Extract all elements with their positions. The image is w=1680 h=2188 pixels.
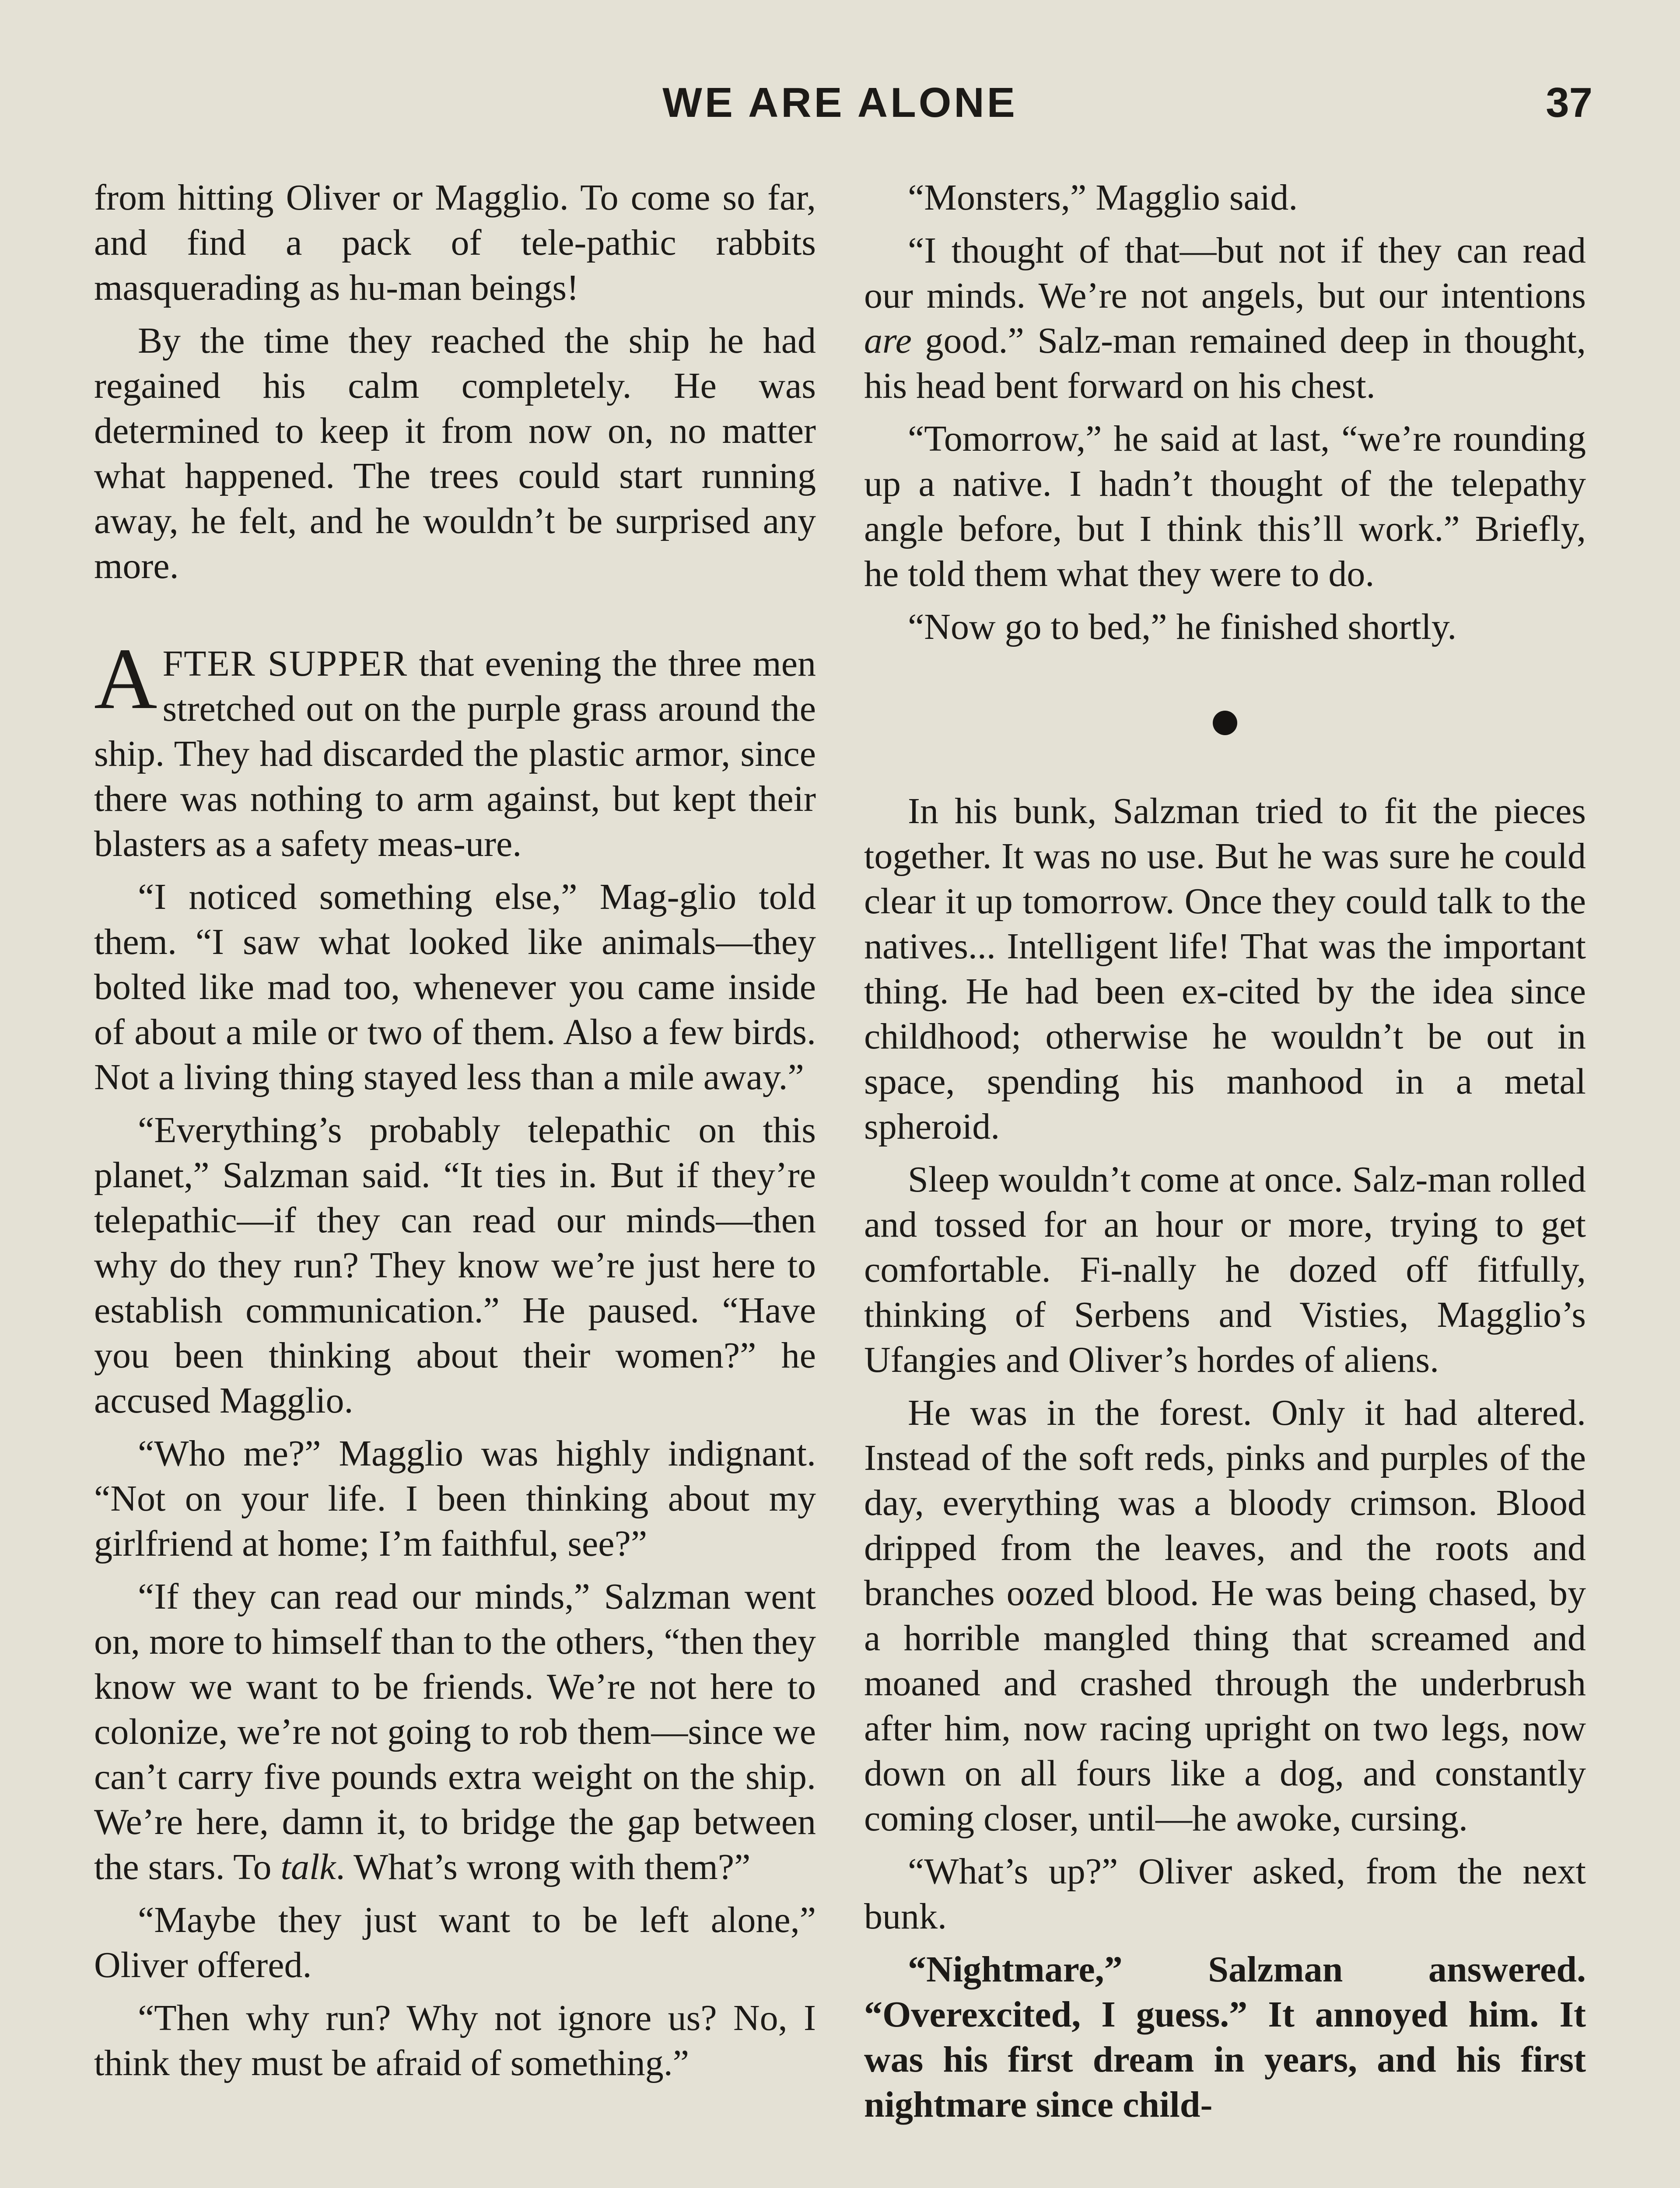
paragraph: “Monsters,” Magglio said. bbox=[908, 177, 1298, 218]
paragraph: “Everything’s probably telepathic on this planet,” Salzman said. “It ties in. But if they’re telepathic—if they can read our minds—then why do they run? They know we’re just here to establish communication.” He paused. “Have you been thinking about their women?” he accused Magglio. bbox=[94, 1110, 816, 1421]
paragraph: By the time they reached the ship he had regained his calm completely. He was determined to keep it from now on, no matter what happened. The trees could start running away, he felt, and he wouldn’t be surprised any more. bbox=[94, 320, 816, 586]
paragraph: In his bunk, Salzman tried to fit the pieces together. It was no use. But he was sure he could clear it up tomorrow. Once they could talk to the natives... Intelligent life! That was the important thing. He had been ex-cited by the idea since childhood; otherwise he wouldn’t be out in space, spending his manhood in a metal spheroid. bbox=[864, 791, 1586, 1147]
paragraph: “Nightmare,” Salzman answered. “Overexcited, I guess.” It annoyed him. It was his first dream in years, and his first nightmare since child- bbox=[864, 1949, 1586, 2125]
paragraph: “What’s up?” Oliver asked, from the next bunk. bbox=[864, 1851, 1586, 1937]
running-title: WE ARE ALONE bbox=[662, 79, 1018, 126]
paragraph: “Now go to bed,” he finished shortly. bbox=[908, 607, 1457, 647]
paragraph-text: that evening the three men stretched out on the purple grass around the ship. They had discarded the plastic armor, since there was nothing to arm against, but kept their blasters as a safety meas-ure. bbox=[94, 643, 816, 864]
section-break-bullet-icon bbox=[1213, 711, 1237, 735]
paragraph: “Maybe they just want to be left alone,” Oliver offered. bbox=[94, 1900, 816, 1985]
italic-text: talk bbox=[280, 1847, 336, 1887]
paragraph: He was in the forest. Only it had altered. Instead of the soft reds, pinks and purples of the day, everything was a bloody crimson. Blood dripped from the leaves, and the roots and branches oozed blood. He was being chased, by a horrible mangled thing that screamed and moaned and crashed through the underbrush after him, now racing upright on two legs, now down on all fours like a dog, and constantly coming closer, until—he awoke, cursing. bbox=[864, 1392, 1586, 1839]
paragraph-text: . What’s wrong with them?” bbox=[336, 1847, 751, 1887]
paragraph bbox=[864, 228, 1586, 408]
section-opening-paragraph bbox=[94, 631, 816, 866]
paragraph: Sleep wouldn’t come at once. Salz-man rolled and tossed for an hour or more, trying to get comfortable. Fi-nally he dozed off fitfully, thinking of Serbens and Visties, Magglio’s Ufangies and Oliver’s hordes of aliens. bbox=[864, 1159, 1586, 1380]
right-column bbox=[864, 175, 1586, 2135]
paragraph: “Then why run? Why not ignore us? No, I think they must be afraid of something.” bbox=[94, 1998, 816, 2083]
paragraph-text: “I thought of that—but not if they can read our minds. We’re not angels, but our intentions bbox=[864, 230, 1586, 316]
paragraph bbox=[94, 1574, 816, 1890]
drop-cap: A bbox=[94, 631, 158, 727]
section-break bbox=[864, 657, 1586, 789]
paragraph: “I noticed something else,” Mag-glio told them. “I saw what looked like animals—they bolted like mad too, whenever you came inside of about a mile or two of them. Also a few birds. Not a living thing stayed less than a mile away.” bbox=[94, 877, 816, 1098]
paragraph-text: good.” Salz-man remained deep in thought, his head bent forward on his chest. bbox=[864, 320, 1586, 406]
paragraph: “Tomorrow,” he said at last, “we’re rounding up a native. I hadn’t thought of the telepathy angle before, but I think this’ll work.” Briefly, he told them what they were to do. bbox=[864, 418, 1586, 594]
running-head bbox=[88, 79, 1592, 149]
left-column bbox=[94, 175, 816, 2093]
paragraph: from hitting Oliver or Magglio. To come so far, and find a pack of tele-pathic rabbits masquerading as hu-man beings! bbox=[94, 177, 816, 308]
italic-text: are bbox=[864, 320, 912, 361]
paragraph-text: “If they can read our minds,” Salzman went on, more to himself than to the others, “then they know we want to be friends. We’re not here to colonize, we’re not going to rob them—since we can’t carry five pounds extra weight on the ship. We’re here, damn it, to bridge the gap between the stars. To bbox=[94, 1576, 816, 1887]
small-caps-lead: FTER SUPPER bbox=[162, 643, 408, 684]
paragraph: “Who me?” Magglio was highly indignant. “Not on your life. I been thinking about my girlfriend at home; I’m faithful, see?” bbox=[94, 1433, 816, 1564]
page-number: 37 bbox=[1546, 79, 1592, 126]
